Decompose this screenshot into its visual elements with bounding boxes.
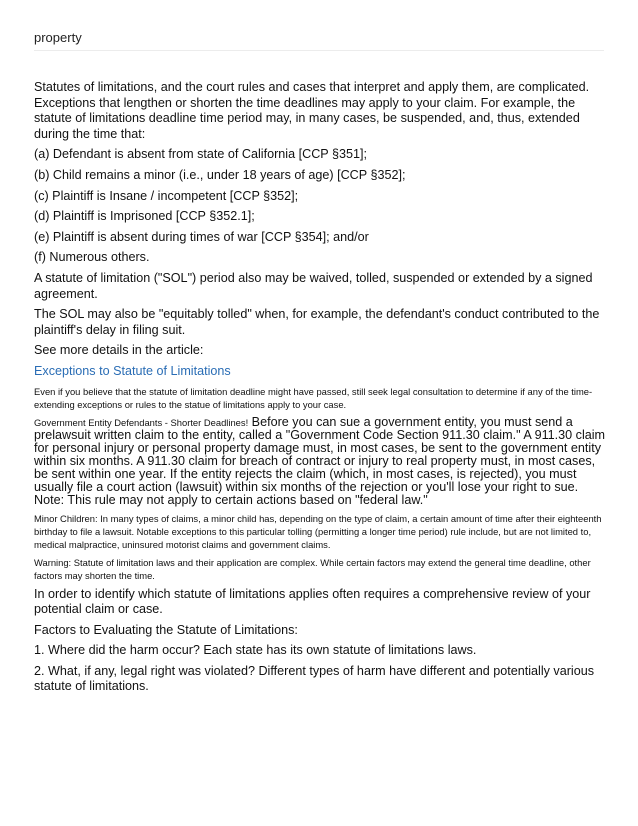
article-body bbox=[34, 80, 606, 700]
exception-item-b: (b) Child remains a minor (i.e., under 18 years of age) [CCP §352]; bbox=[34, 167, 406, 182]
review-paragraph: In order to identify which statute of limitations applies often requires a comprehensive review of your potential claim or case. bbox=[34, 586, 591, 617]
government-entity-label: Government Entity Defendants - Shorter Deadlines! bbox=[34, 416, 249, 428]
exception-item-c: (c) Plaintiff is Insane / incompetent [CCP §352]; bbox=[34, 188, 299, 203]
government-entity-paragraph bbox=[34, 416, 606, 507]
exception-item-e: (e) Plaintiff is absent during times of war [CCP §354]; and/or bbox=[34, 229, 369, 244]
government-entity-body: Before you can sue a government entity, you must send a prelawsuit written claim to the entity, called a "Government Code Section 911.30 claim." A 911.30 claim for personal injury or personal property damage must, in most cases, be sent to the government entity within six months. A 911.30 claim for breach of contract or injury to real property must, in most cases, be sent within one year. If the entity rejects the claim (which, in most cases, is rejected), you must usually file a court action (lawsuit) within six months of the rejection or you'll lose your right to sue. Note: This rule may not apply to certain actions based on "federal law." bbox=[34, 414, 606, 507]
warning-paragraph: Warning: Statute of limitation laws and their application are complex. While certain factors may extend the general time deadline, other factors may shorten the time. bbox=[34, 556, 591, 581]
equitable-tolling-paragraph: The SOL may also be "equitably tolled" when, for example, the defendant's conduct contributed to the plaintiff's delay in filing suit. bbox=[34, 307, 600, 337]
intro-paragraph: Statutes of limitations, and the court rules and cases that interpret and apply them, are complicated. Exceptions that lengthen or shorten the time deadlines may apply to your claim. For example, the statute of limitations deadline time period may, in many cases, be suspended, and, thus, extended during the time that: bbox=[34, 80, 590, 141]
minor-children-paragraph: Minor Children: In many types of claims, a minor child has, depending on the type of claim, a certain amount of time after their eighteenth birthday to file a lawsuit. Notable exceptions to this particular tolling (permitting a longer time period) rule include, but are not limited to, medical malpractice, uninsured motorist claims and government claims. bbox=[34, 512, 602, 550]
factor-item-1: 1. Where did the harm occur? Each state has its own statute of limitations laws. bbox=[34, 643, 477, 658]
sol-waived-paragraph: A statute of limitation ("SOL") period also may be waived, tolled, suspended or extended by a signed agreement. bbox=[34, 270, 593, 301]
exceptions-article-link[interactable]: Exceptions to Statute of Limitations bbox=[34, 363, 231, 378]
page-header: property bbox=[34, 30, 82, 45]
factor-item-2: 2. What, if any, legal right was violated? Different types of harm have different and potentially various statute of limitations. bbox=[34, 663, 595, 694]
exception-item-a: (a) Defendant is absent from state of California [CCP §351]; bbox=[34, 147, 367, 162]
exception-item-f: (f) Numerous others. bbox=[34, 250, 150, 265]
legal-consultation-paragraph: Even if you believe that the statute of limitation deadline might have passed, still seek legal consultation to determine if any of the time-extending exceptions or rules to the statue of limitations apply to your case. bbox=[34, 385, 593, 410]
header-divider bbox=[34, 50, 604, 51]
exception-item-d: (d) Plaintiff is Imprisoned [CCP §352.1]; bbox=[34, 209, 255, 224]
see-more-text: See more details in the article: bbox=[34, 343, 204, 358]
factors-heading: Factors to Evaluating the Statute of Limitations: bbox=[34, 622, 298, 637]
